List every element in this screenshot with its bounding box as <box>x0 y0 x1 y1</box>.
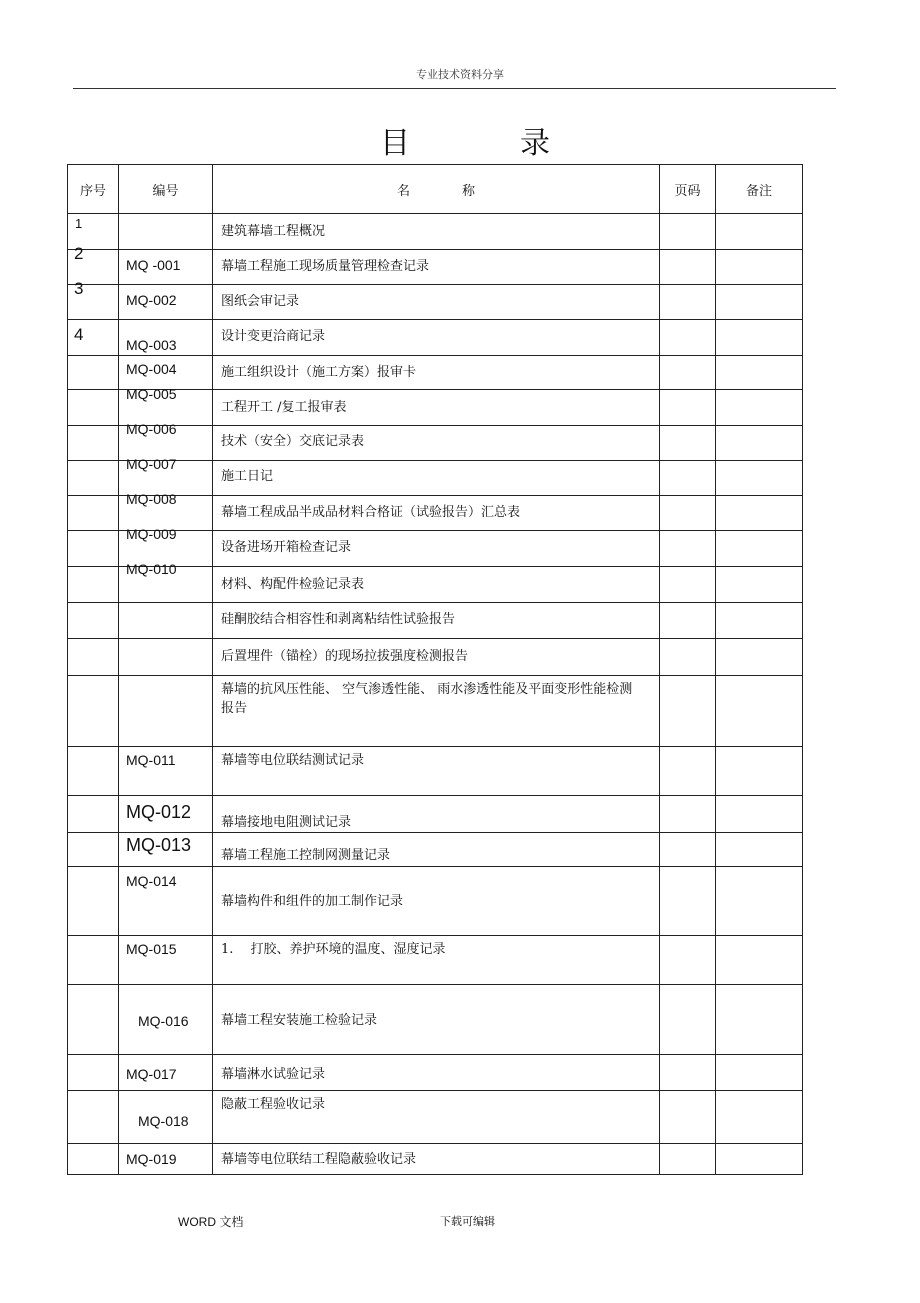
table-row <box>68 461 803 496</box>
row-note-cell <box>716 1091 803 1144</box>
table-row <box>68 1091 803 1144</box>
row-note-cell <box>716 390 803 426</box>
header-name-char-2: 称 <box>462 183 476 199</box>
row-code: MQ -001 <box>126 257 181 273</box>
table-header-row <box>68 165 803 214</box>
table-row <box>68 603 803 639</box>
row-name: 设计变更洽商记录 <box>221 329 326 344</box>
row-page-cell <box>660 747 716 796</box>
header-rule <box>73 88 836 89</box>
row-page-cell <box>660 531 716 567</box>
table-row <box>68 214 803 250</box>
row-name: 工程开工 /复工报审表 <box>221 400 347 415</box>
row-page-cell <box>660 390 716 426</box>
row-page-cell <box>660 985 716 1055</box>
row-page-cell <box>660 796 716 833</box>
row-name: 材料、构配件检验记录表 <box>221 577 365 592</box>
row-name: 建筑幕墙工程概况 <box>221 224 326 239</box>
row-name: 硅酮胶结合相容性和剥离粘结性试验报告 <box>221 612 456 627</box>
table-row <box>68 567 803 603</box>
row-note-cell <box>716 426 803 461</box>
header-name <box>213 165 660 214</box>
row-code: MQ-009 <box>126 526 177 542</box>
row-page-cell <box>660 1144 716 1175</box>
row-name: 幕墙工程施工控制网测量记录 <box>221 848 391 863</box>
row-page-cell <box>660 676 716 747</box>
row-name: 幕墙工程安装施工检验记录 <box>221 1013 378 1028</box>
row-note-cell <box>716 936 803 985</box>
row-page-cell <box>660 936 716 985</box>
row-code: MQ-007 <box>126 456 177 472</box>
row-note-cell <box>716 214 803 250</box>
footer-editable: 下载可编辑 <box>440 1215 495 1228</box>
table-row <box>68 676 803 747</box>
row-name: 施工日记 <box>221 469 274 484</box>
row-page-cell <box>660 639 716 676</box>
header-code: 编号 <box>119 165 213 214</box>
header-name-char-1: 名 <box>396 183 410 199</box>
table-row <box>68 250 803 285</box>
row-page-cell <box>660 461 716 496</box>
row-page-cell <box>660 567 716 603</box>
row-name: 幕墙等电位联结工程隐蔽验收记录 <box>221 1152 417 1167</box>
row-code: MQ-018 <box>138 1113 189 1129</box>
row-code: MQ-013 <box>126 835 192 855</box>
row-name: 幕墙构件和组件的加工制作记录 <box>221 894 404 909</box>
row-name: 施工组织设计（施工方案）报审卡 <box>221 365 417 380</box>
row-note-cell <box>716 250 803 285</box>
row-note-cell <box>716 285 803 320</box>
row-note-cell <box>716 747 803 796</box>
table-row <box>68 285 803 320</box>
table-row <box>68 1055 803 1091</box>
row-name: 幕墙等电位联结测试记录 <box>221 753 365 768</box>
row-note-cell <box>716 833 803 867</box>
row-note-cell <box>716 461 803 496</box>
row-name: 图纸会审记录 <box>221 294 300 309</box>
row-name: 幕墙工程成品半成品材料合格证（试验报告）汇总表 <box>221 505 521 520</box>
row-page-cell <box>660 1091 716 1144</box>
row-code: MQ-004 <box>126 361 177 377</box>
table-row <box>68 867 803 936</box>
table-row <box>68 496 803 531</box>
row-code: MQ-003 <box>126 337 177 353</box>
row-note-cell <box>716 1144 803 1175</box>
table-row <box>68 426 803 461</box>
header-seq: 序号 <box>68 165 119 214</box>
page-header: 专业技术资料分享 <box>416 68 504 81</box>
footer-word-doc: WORD 文档 <box>178 1215 244 1229</box>
row-code: MQ-002 <box>126 292 177 308</box>
header-page: 页码 <box>660 165 716 214</box>
table-row <box>68 936 803 985</box>
row-page-cell <box>660 496 716 531</box>
row-note-cell <box>716 985 803 1055</box>
row-seq: 2 <box>74 244 84 263</box>
row-seq: 3 <box>74 279 84 298</box>
row-page-cell <box>660 833 716 867</box>
row-code: MQ-010 <box>126 561 177 577</box>
page-title <box>380 118 550 162</box>
title-char-2: 录 <box>520 126 550 161</box>
row-page-cell <box>660 426 716 461</box>
row-code: MQ-005 <box>126 386 177 402</box>
table-row <box>68 356 803 390</box>
table-row <box>68 1144 803 1175</box>
title-char-1: 目 <box>380 126 410 161</box>
row-note-cell <box>716 356 803 390</box>
row-name: 幕墙淋水试验记录 <box>221 1067 326 1082</box>
row-page-cell <box>660 1055 716 1091</box>
row-code: MQ-011 <box>126 752 176 768</box>
row-name: 幕墙的抗风压性能、 空气渗透性能、 雨水渗透性能及平面变形性能检测报告 <box>221 682 633 716</box>
row-name: 技术（安全）交底记录表 <box>221 434 365 449</box>
row-page-cell <box>660 603 716 639</box>
row-note-cell <box>716 796 803 833</box>
row-name: 1. 打胶、养护环境的温度、湿度记录 <box>221 942 446 957</box>
row-code: MQ-019 <box>126 1151 177 1167</box>
table-row <box>68 639 803 676</box>
row-note-cell <box>716 496 803 531</box>
row-code: MQ-008 <box>126 491 177 507</box>
row-note-cell <box>716 676 803 747</box>
row-page-cell <box>660 320 716 356</box>
table-row <box>68 747 803 796</box>
toc-table <box>67 164 803 1175</box>
row-page-cell <box>660 356 716 390</box>
table-row <box>68 833 803 867</box>
table-row <box>68 390 803 426</box>
header-note: 备注 <box>716 165 803 214</box>
table-row <box>68 985 803 1055</box>
row-seq: 1 <box>75 216 83 231</box>
row-code: MQ-014 <box>126 873 177 889</box>
row-page-cell <box>660 250 716 285</box>
row-note-cell <box>716 567 803 603</box>
row-name: 设备进场开箱检查记录 <box>221 540 352 555</box>
row-code: MQ-016 <box>138 1013 189 1029</box>
row-page-cell <box>660 867 716 936</box>
row-name: 隐蔽工程验收记录 <box>221 1097 326 1112</box>
row-name: 后置埋件（锚栓）的现场拉拔强度检测报告 <box>221 649 469 664</box>
row-note-cell <box>716 531 803 567</box>
table-row <box>68 320 803 356</box>
row-note-cell <box>716 320 803 356</box>
row-note-cell <box>716 603 803 639</box>
row-name: 幕墙接地电阻测试记录 <box>221 815 352 830</box>
row-code: MQ-015 <box>126 941 177 957</box>
row-code: MQ-017 <box>126 1066 177 1082</box>
row-page-cell <box>660 214 716 250</box>
table-row <box>68 531 803 567</box>
row-page-cell <box>660 285 716 320</box>
row-code: MQ-006 <box>126 421 177 437</box>
row-note-cell <box>716 639 803 676</box>
table-row <box>68 796 803 833</box>
row-note-cell <box>716 867 803 936</box>
row-seq: 4 <box>74 325 84 344</box>
row-name: 幕墙工程施工现场质量管理检查记录 <box>221 259 430 274</box>
row-note-cell <box>716 1055 803 1091</box>
row-code: MQ-012 <box>126 802 192 822</box>
